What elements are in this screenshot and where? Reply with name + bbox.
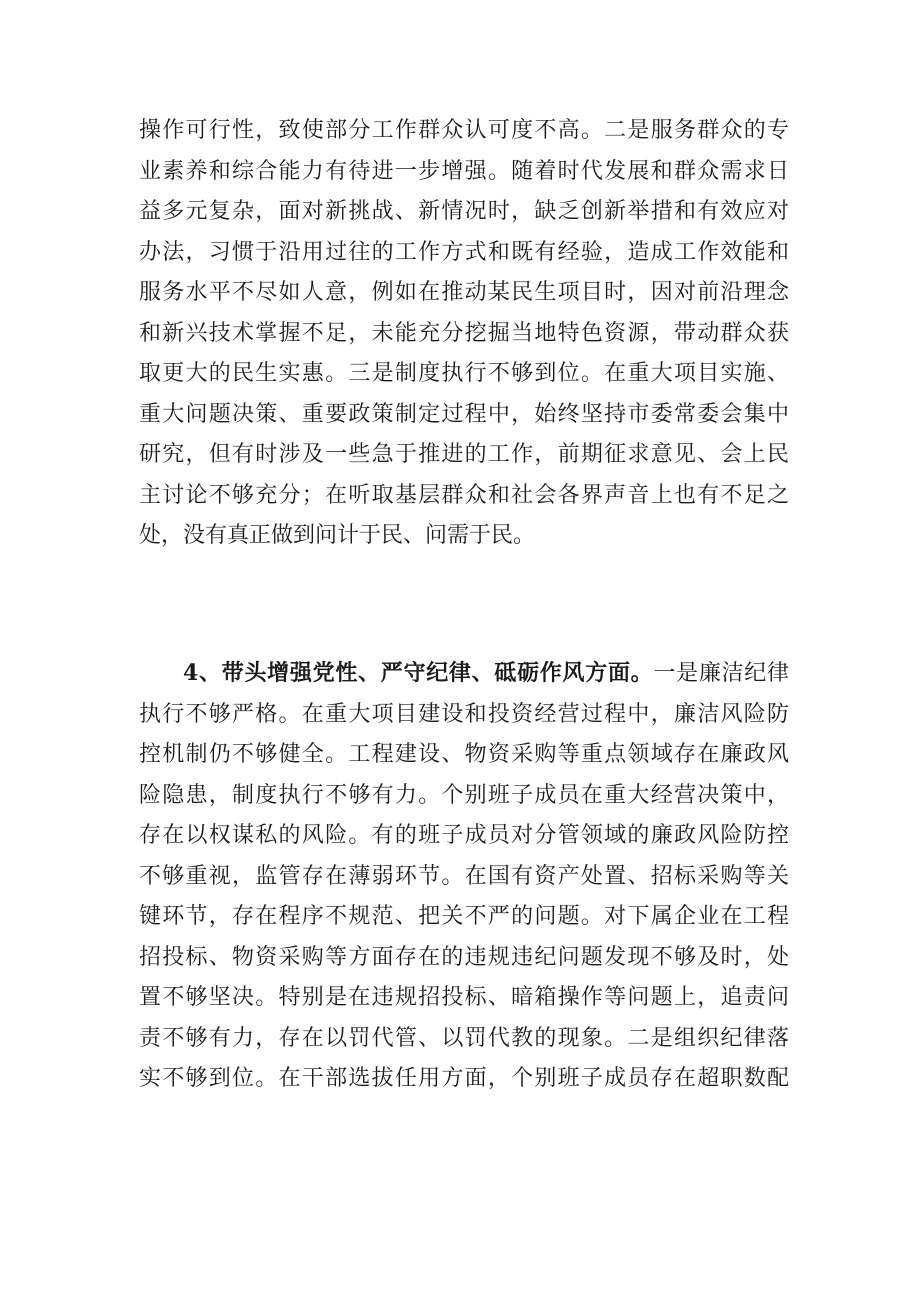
paragraph-discipline-issues (139, 653, 789, 1100)
text-line: 益多元复杂，面对新挑战、新情况时，缺乏创新举措和有效应对 (139, 199, 789, 224)
text-line: 研究，但有时涉及一些急于推进的工作，前期征求意见、会上民 (139, 442, 789, 467)
text-line: 控机制仍不够健全。工程建设、物资采购等重点领域存在廉政风 (139, 742, 789, 767)
text-line: 存在以权谋私的风险。有的班子成员对分管领域的廉政风险防控 (139, 823, 789, 848)
text-line: 执行不够严格。在重大项目建设和投资经营过程中，廉洁风险防 (139, 701, 789, 727)
text-line: 和新兴技术掌握不足，未能充分挖掘当地特色资源，带动群众获 (139, 320, 789, 346)
text-line: 险隐患，制度执行不够有力。个别班子成员在重大经营决策中， (139, 782, 789, 808)
text-line: 不够重视，监管存在薄弱环节。在国有资产处置、招标采购等关 (139, 863, 789, 889)
text-line: 责不够有力，存在以罚代管、以罚代教的现象。二是组织纪律落 (139, 1025, 789, 1051)
text-line: 办法，习惯于沿用过往的工作方式和既有经验，造成工作效能和 (139, 239, 789, 265)
text-line: 操作可行性，致使部分工作群众认可度不高。二是服务群众的专 (139, 118, 789, 143)
text-line: 处，没有真正做到问计于民、问需于民。 (139, 523, 536, 548)
text-line: 键环节，存在程序不规范、把关不严的问题。对下属企业在工程 (139, 904, 789, 929)
text-line: 主讨论不够充分；在听取基层群众和社会各界声音上也有不足之 (139, 482, 789, 508)
section-heading: 4、带头增强党性、严守纪律、砥砺作风方面。 (183, 660, 654, 686)
paragraph-service-issues (139, 111, 789, 557)
text-line: 重大问题决策、重要政策制定过程中，始终坚持市委常委会集中 (139, 401, 789, 427)
text-line: 取更大的民生实惠。三是制度执行不够到位。在重大项目实施、 (139, 361, 789, 386)
text-line: 实不够到位。在干部选拔任用方面，个别班子成员存在超职数配 (139, 1066, 789, 1091)
text-line: 招投标、物资采购等方面存在的违规违纪问题发现不够及时，处 (139, 944, 789, 970)
text-line: 置不够坚决。特别是在违规招投标、暗箱操作等问题上，追责问 (139, 985, 789, 1010)
section-first-line (139, 653, 789, 695)
section-first-line-rest: 一是廉洁纪律 (653, 661, 789, 686)
text-line: 服务水平不尽如人意，例如在推动某民生项目时，因对前沿理念 (139, 280, 789, 305)
text-line: 业素养和综合能力有待进一步增强。随着时代发展和群众需求日 (139, 158, 789, 184)
